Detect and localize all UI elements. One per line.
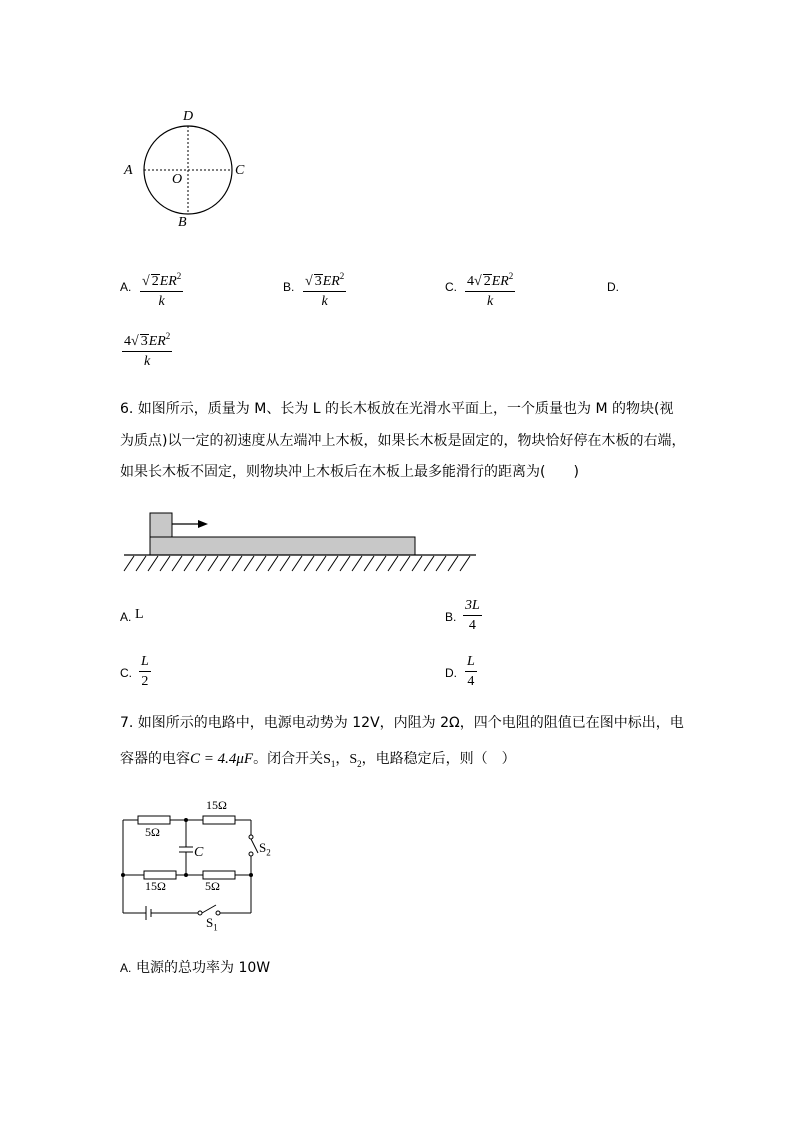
resistor-top-left bbox=[138, 816, 170, 824]
switch-s1-ref: $S_1$ bbox=[323, 752, 336, 769]
q6-option-b-label[interactable]: B. bbox=[445, 610, 457, 624]
q5-option-b-formula[interactable]: $\frac{√ 3ER^2}{k}$ bbox=[303, 268, 346, 310]
capacitance-formula: C = 4.4μF bbox=[190, 751, 254, 767]
resistor-top-right-label: 15Ω bbox=[206, 798, 227, 812]
switch-s1-contact-left bbox=[198, 911, 202, 915]
junction-left bbox=[121, 873, 125, 877]
resistor-bottom-right-label: 5Ω bbox=[205, 879, 220, 893]
junction-top-capacitor bbox=[184, 818, 188, 822]
q7-option-a-label[interactable]: A. bbox=[120, 961, 132, 975]
resistor-bottom-left bbox=[144, 871, 176, 879]
q6-option-d-formula[interactable]: $\frac{L}{4}$ bbox=[467, 654, 475, 689]
point-c-label: C bbox=[235, 163, 245, 178]
resistor-bottom-left-label: 15Ω bbox=[145, 879, 166, 893]
point-a-label: A bbox=[124, 163, 133, 178]
long-board bbox=[150, 537, 415, 555]
q5-option-c-formula[interactable]: $\frac{4√ 2ER^2}{k}$ bbox=[465, 268, 515, 310]
q5-option-a-formula[interactable]: $\frac{√ 2ER^2}{k}$ bbox=[140, 268, 183, 310]
junction-right bbox=[249, 873, 253, 877]
q7-option-a-text[interactable]: 电源的总功率为 10W bbox=[136, 960, 271, 976]
point-b-label: B bbox=[178, 215, 187, 230]
ground-hatching bbox=[124, 556, 470, 571]
q6-option-a-text[interactable]: L bbox=[135, 607, 144, 622]
resistor-top-right bbox=[203, 816, 235, 824]
q6-stem-line-1: 6. 如图所示，质量为 M、长为 L 的长木板放在光滑水平面上，一个质量也为 M 的物块(视 bbox=[120, 401, 674, 417]
q6-stem-line-3: 如果长木板不固定，则物块冲上木板后在木板上最多能滑行的距离为( ) bbox=[120, 464, 579, 480]
q5-option-b-label[interactable]: B. bbox=[283, 280, 295, 294]
q7-stem-line-2: 容器的电容C = 4.4μF。闭合开关$S_1$，$S_2$，电路稳定后，则（ ） bbox=[120, 751, 516, 769]
q6-option-d-label[interactable]: D. bbox=[445, 666, 457, 680]
switch-s1-label: $S_1$ bbox=[206, 915, 218, 933]
junction-bottom-capacitor bbox=[184, 873, 188, 877]
switch-s1-blade bbox=[202, 905, 216, 913]
capacitor-label: C bbox=[194, 845, 204, 860]
q6-option-b-formula[interactable]: $\frac{3L}{4}$ bbox=[465, 598, 480, 633]
resistor-bottom-right bbox=[203, 871, 235, 879]
q7-stem-line-1: 7. 如图所示的电路中，电源电动势为 12V，内阻为 2Ω，四个电阻的阻值已在图中标出，电 bbox=[120, 715, 684, 731]
point-d-label: D bbox=[183, 109, 194, 124]
q6-option-a-label[interactable]: A. bbox=[120, 610, 132, 624]
switch-s2-label: $S_2$ bbox=[259, 840, 271, 858]
q6-stem-line-2: 为质点)以一定的初速度从左端冲上木板，如果长木板是固定的，物块恰好停在木板的右端， bbox=[120, 433, 686, 449]
resistor-top-left-label: 5Ω bbox=[145, 825, 160, 839]
switch-s2-blade bbox=[251, 839, 258, 853]
point-o-label: O bbox=[172, 172, 183, 187]
switch-s2-ref: $S_2$ bbox=[349, 752, 362, 769]
q5-option-d-formula[interactable]: $\frac{4√ 3ER^2}{k}$ bbox=[122, 328, 172, 370]
board-block-figure bbox=[120, 505, 480, 575]
q5-option-c-label[interactable]: C. bbox=[445, 280, 457, 294]
switch-s2-contact-top bbox=[249, 835, 253, 839]
switch-s2-contact-bottom bbox=[249, 852, 253, 856]
velocity-arrow-head bbox=[198, 520, 208, 528]
q6-option-c-label[interactable]: C. bbox=[120, 666, 132, 680]
small-block bbox=[150, 513, 172, 537]
circuit-diagram bbox=[118, 795, 288, 935]
q6-option-c-formula[interactable]: $\frac{L}{2}$ bbox=[141, 654, 149, 689]
q5-option-d-label[interactable]: D. bbox=[607, 280, 619, 294]
q5-option-a-label[interactable]: A. bbox=[120, 280, 132, 294]
